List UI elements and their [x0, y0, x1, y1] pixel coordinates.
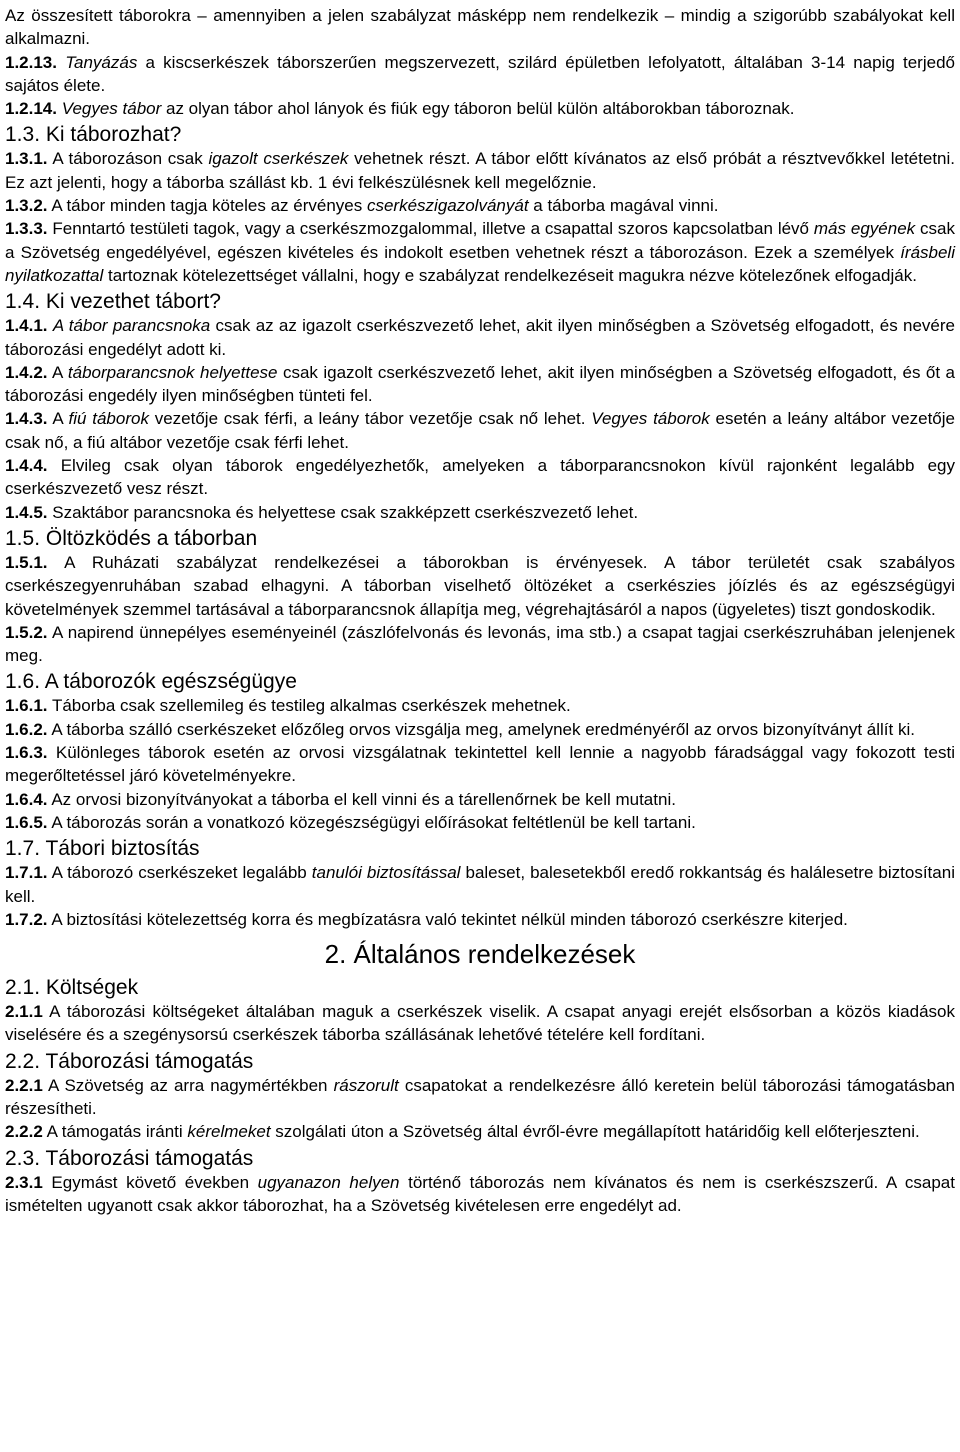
clause-number: 1.5.2. [5, 622, 48, 642]
paragraph [5, 908, 955, 931]
paragraph-text [57, 53, 65, 72]
paragraph [5, 694, 955, 717]
paragraph-text: Az összesített táborokra – amennyiben a jelen szabályzat másképp nem rendelkezik – mindig a szigorúbb szabályokat kell alkalmazni. [5, 6, 955, 49]
clause-number: 2.1.1 [5, 1002, 43, 1022]
emphasized-term: kérelmeket [187, 1122, 271, 1142]
paragraph-text: Fenntartó testületi tagok, vagy a cserkészmozgalommal, illetve a csapattal szoros kapcsolatban lévő [47, 219, 814, 239]
paragraph-text: A táborozáson csak [47, 149, 209, 169]
clause-number: 1.3.2. [5, 196, 48, 216]
paragraph-text: A Ruházati szabályzat rendelkezései a táborokban is érvényesek. A tábor területét csak szabályos cserkészegyenruhában szabad elhagyni. A táborban viselhető öltözéket a cserkészies jóízlés és az egészségügyi követelmények szemmel tartásával a táborparancsnok állapítja meg, végrehajtásáról a napos (ügyeletes) tiszt gondoskodik. [5, 552, 955, 619]
paragraph-text: vehetnek részt. A tábor előtt kívánatos az első próbát a résztvevőkkel letétetni. Ez azt jelenti, hogy a táborba szállást kb. 1 évi felkészülésnek kell megelőznie. [5, 149, 955, 192]
paragraph-text: A táborozás során a vonatkozó közegészségügyi előírásokat feltétlenül be kell tartani. [47, 812, 696, 832]
clause-number: 1.7.1. [5, 863, 48, 883]
paragraph-text: Elvileg csak olyan táborok engedélyezhetők, amelyeken a táborparancsnokon kívül rajonként legalább egy cserkészvezető vesz részt. [5, 456, 955, 499]
emphasized-term: táborparancsnok helyettese [67, 362, 278, 382]
paragraph [5, 501, 955, 524]
clause-number: 2.2.2 [5, 1122, 43, 1142]
clause-number: 1.6.5. [5, 812, 48, 832]
emphasized-term: ugyanazon helyen [257, 1172, 400, 1192]
clause-number: 2.3.1 [5, 1172, 43, 1192]
chapter-heading: 2. Általános rendelkezések [324, 939, 636, 970]
section-heading: 1.6. A táborozók egészségügye [5, 670, 297, 694]
clause-number: 1.7.2. [5, 909, 48, 929]
paragraph [5, 861, 955, 908]
section-heading: 2.2. Táborozási támogatás [5, 1049, 254, 1073]
paragraph [5, 741, 955, 788]
paragraph-text: tartoznak kötelezettséget vállalni, hogy e szabályzat rendelkezéseit magukra nézve kötelezőnek elfogadják. [103, 265, 917, 285]
paragraph-text: Táborba csak szellemileg és testileg alkalmas cserkészek mehetnek. [47, 696, 571, 716]
paragraph [5, 1120, 955, 1143]
paragraph [5, 4, 955, 51]
paragraph-text: csak az az igazolt cserkészvezető lehet, akit ilyen minőségben a Szövetség elfogadott, és nevére táborozási engedélyt adott ki. [5, 316, 955, 359]
clause-number: 1.2.13. [5, 52, 57, 72]
paragraph-text: történő táborozás nem kívánatos és nem is cserkészszerű. A csapat ismételten ugyanott csak akkor táborozhat, ha a Szövetség kivételesen erre engedélyt ad. [5, 1172, 955, 1215]
emphasized-term: igazolt cserkészek [208, 149, 349, 169]
paragraph [5, 51, 955, 98]
paragraph [5, 1000, 955, 1047]
emphasized-term: rászorult [333, 1075, 399, 1095]
paragraph [5, 361, 955, 408]
section-heading: 1.7. Tábori biztosítás [5, 837, 200, 861]
clause-number: 2.2.1 [5, 1075, 43, 1095]
paragraph-text: a táborba magával vinni. [528, 196, 719, 216]
emphasized-term: Vegyes táborok [591, 409, 710, 429]
paragraph [5, 788, 955, 811]
clause-number: 1.3.3. [5, 219, 48, 239]
section-heading: 1.3. Ki táborozhat? [5, 123, 182, 147]
paragraph-text: A táborozó cserkészeket legalább [47, 863, 312, 883]
paragraph [5, 217, 955, 287]
clause-number: 1.6.4. [5, 789, 48, 809]
clause-number: 1.4.3. [5, 409, 48, 429]
clause-number: 1.2.14. [5, 99, 57, 119]
emphasized-term: A tábor parancsnoka [52, 316, 211, 336]
paragraph-text: A Szövetség az arra nagymértékben [42, 1075, 334, 1095]
paragraph-text: esetén a leány altábor vezetője csak nő, a fiú altábor vezetője csak férfi lehet. [5, 409, 955, 452]
emphasized-term: fiú táborok [68, 409, 149, 429]
emphasized-term: cserkészigazolványát [366, 196, 529, 216]
paragraph-text: csak igazolt cserkészvezető lehet, akit ilyen minőségben a Szövetség elfogadott, és őt a táborozási engedély ilyen minőségben tünteti fel. [5, 362, 955, 406]
paragraph [5, 621, 955, 668]
clause-number: 1.6.1. [5, 696, 48, 716]
paragraph-text: vezetője csak férfi, a leány tábor vezetője csak nő lehet. [148, 409, 592, 429]
paragraph-text: A [47, 362, 68, 382]
paragraph [5, 454, 955, 501]
paragraph-text: A [47, 409, 69, 429]
paragraph [5, 147, 955, 194]
paragraph-text: A tábor minden tagja köteles az érvényes [47, 196, 367, 216]
clause-number: 1.3.1. [5, 149, 48, 169]
emphasized-term: más egyének [813, 219, 916, 239]
paragraph-text: az olyan tábor ahol lányok és fiúk egy táboron belül külön altáborokban táboroznak. [161, 99, 795, 119]
paragraph [5, 407, 955, 454]
paragraph-text: A táborozási költségeket általában maguk a cserkészek viselik. A csapat anyagi erejét elsősorban a közös kiadások viselésére és a szegénysorsú cserkészek táborba szállásának lehetővé tételére kell fordítani. [5, 1002, 955, 1045]
paragraph [5, 97, 955, 120]
paragraph [5, 551, 955, 621]
paragraph-text: csapatokat a rendelkezésre álló keretein belül táborozási támogatásban részesítheti. [5, 1075, 955, 1118]
paragraph-text: szolgálati úton a Szövetség által évről-évre megállapított határidőig kell előterjeszteni. [270, 1122, 920, 1142]
paragraph-text: Egymást követő években [42, 1172, 258, 1192]
paragraph [5, 811, 955, 834]
clause-number: 1.4.2. [5, 362, 48, 382]
paragraph [5, 1074, 955, 1121]
clause-number: 1.4.1. [5, 316, 48, 336]
paragraph [5, 194, 955, 217]
paragraph-text: A napirend ünnepélyes eseményeinél (zászlófelvonás és levonás, ima stb.) a csapat tagjai cserkészruhában jelenjenek meg. [5, 622, 955, 666]
paragraph [5, 314, 955, 361]
paragraph-text: baleset, balesetekből eredő rokkantság és halálesetre biztosítani kell. [5, 863, 955, 906]
emphasized-term: tanulói biztosítással [311, 863, 461, 883]
paragraph-text: Szaktábor parancsnoka és helyettese csak szakképzett cserkészvezető lehet. [47, 502, 639, 522]
paragraph-text: Az orvosi bizonyítványokat a táborba el kell vinni és a tárellenőrnek be kell mutatni. [47, 789, 676, 809]
clause-number: 1.4.5. [5, 502, 48, 522]
clause-number: 1.6.3. [5, 743, 48, 763]
paragraph [5, 718, 955, 741]
clause-number: 1.4.4. [5, 456, 48, 476]
paragraph-text: Különleges táborok esetén az orvosi vizsgálatnak tekintettel kell lennie a nagyobb fáradsággal vagy fokozott testi megerőltetéssel járó követelményekre. [5, 743, 955, 786]
paragraph-text: A táborba szálló cserkészeket előzőleg orvos vizsgálja meg, amelynek eredményéről az orvos bizonyítványt állít ki. [47, 719, 915, 739]
paragraph-text: a kiscserkészek táborszerűen megszervezett, szilárd épületben lefolyatott, általában 3-14 napig terjedő sajátos élete. [5, 52, 955, 95]
section-heading: 1.4. Ki vezethet tábort? [5, 290, 221, 314]
paragraph-text: A biztosítási kötelezettség korra és megbízatásra való tekintet nélkül minden táborozó cserkészre kiterjed. [47, 909, 848, 929]
clause-number: 1.6.2. [5, 719, 48, 739]
section-heading: 2.3. Táborozási támogatás [5, 1146, 254, 1170]
emphasized-term: Tanyázás [65, 52, 138, 72]
section-heading: 2.1. Költségek [5, 976, 139, 1000]
section-heading: 1.5. Öltözködés a táborban [5, 526, 258, 550]
paragraph-text: csak a Szövetség engedélyével, egészen kivételes és indokolt esetben vehetnek részt a táborozáson. Ezek a személyek [5, 219, 955, 262]
emphasized-term: Vegyes tábor [61, 99, 162, 119]
paragraph [5, 1171, 955, 1218]
emphasized-term: írásbeli nyilatkozattal [5, 242, 955, 285]
clause-number: 1.5.1. [5, 552, 48, 572]
paragraph-text: A támogatás iránti [42, 1122, 188, 1142]
